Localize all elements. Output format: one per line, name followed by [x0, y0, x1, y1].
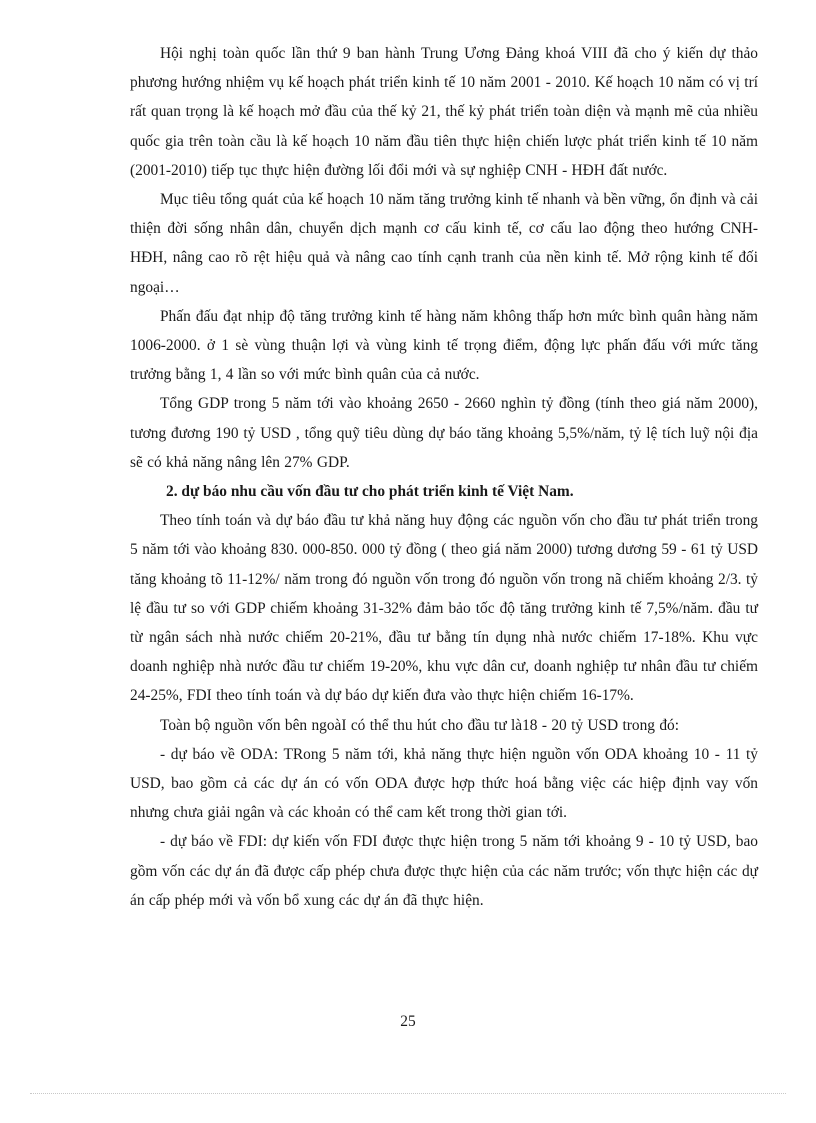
paragraph-conference: Hội nghị toàn quốc lần thứ 9 ban hành Trung Ương Đảng khoá VIII đã cho ý kiến dự thảo phương hướng nhiệm vụ kế hoạch phát triển kinh tế 10 năm 2001 - 2010. Kế hoạch 10 năm có vị trí rất quan trọng là kế hoạch mở đầu của thế kỷ 21, thế kỷ phát triển toàn diện và mạnh mẽ của nhiều quốc gia trên toàn cầu là kế hoạch 10 năm đầu tiên thực hiện chiến lược phát triển kinh tế 10 năm (2001-2010) tiếp tục thực hiện đường lối đổi mới và sự nghiệp CNH - HĐH đất nước. [130, 45, 758, 179]
paragraph-external-capital: Toàn bộ nguồn vốn bên ngoàI có thể thu hút cho đầu tư là18 - 20 tỷ USD trong đó: [160, 716, 680, 734]
paragraph-investment-forecast: Theo tính toán và dự báo đầu tư khả năng huy động các nguồn vốn cho đầu tư phát triển trong 5 năm tới vào khoảng 830. 000-850. 000 tỷ đồng ( theo giá năm 2000) tương dương 59 - 61 tỷ USD tăng khoảng tõ 11-12%/ năm trong đó nguồn vốn trong đó nguồn vốn trong nã chiếm khoảng 2/3. tỷ lệ đầu tư so với GDP chiếm khoảng 31-32% đảm bảo tốc độ tăng trưởng kinh tế 7,5%/năm. đầu tư từ ngân sách nhà nước chiếm 20-21%, đầu tư bằng tín dụng nhà nước chiếm 17-18%. Khu vực doanh nghiệp nhà nước đầu tư chiếm 19-20%, khu vực dân cư, doanh nghiệp tư nhân đầu tư chiếm 24-25%, FDI theo tính toán và dự báo dự kiến đưa vào thực hiện chiếm 16-17%. [130, 512, 758, 705]
page-number: 25 [400, 1013, 416, 1030]
page-bottom-divider [30, 1093, 786, 1094]
paragraph-oda-forecast: - dự báo về ODA: TRong 5 năm tới, khả năng thực hiện nguồn vốn ODA khoảng 10 - 11 tỷ USD, bao gồm cả các dự án có vốn ODA được hợp thức hoá bằng việc các hiệp định vay vốn nhưng chưa giải ngân và các khoản có thể cam kết trong thời gian tới. [130, 745, 758, 822]
paragraph-total-gdp: Tổng GDP trong 5 năm tới vào khoảng 2650 - 2660 nghìn tỷ đồng (tính theo giá năm 2000), tương đương 190 tỷ USD , tổng quỹ tiêu dùng dự báo tăng khoảng 5,5%/năm, tỷ lệ tích luỹ nội địa sẽ có khả năng nâng lên 27% GDP. [130, 395, 758, 471]
document-page [130, 39, 758, 915]
paragraph-growth-target: Phấn đấu đạt nhịp độ tăng trưởng kinh tế hàng năm không thấp hơn mức bình quân hàng năm 1006-2000. ở 1 sè vùng thuận lợi và vùng kinh tế trọng điểm, động lực phấn đấu với mức tăng trưởng bằng 1, 4 lần so với mức bình quân của cả nước. [130, 307, 758, 384]
paragraph-general-goal: Mục tiêu tổng quát của kế hoạch 10 năm tăng trưởng kinh tế nhanh và bền vững, ổn định và cải thiện đời sống nhân dân, chuyển dịch mạnh cơ cấu kinh tế, cơ cấu lao động theo hướng CNH- HĐH, nâng cao rõ rệt hiệu quả và nâng cao tính cạnh tranh của nền kinh tế. Mở rộng kinh tế đối ngoại… [130, 191, 758, 296]
section-heading: 2. dự báo nhu cầu vốn đầu tư cho phát triển kinh tế Việt Nam. [166, 483, 574, 501]
paragraph-fdi-forecast: - dự báo về FDI: dự kiến vốn FDI được thực hiện trong 5 năm tới khoảng 9 - 10 tỷ USD, bao gồm vốn các dự án đã được cấp phép chưa được thực hiện của các năm trước; vốn thực hiện các dự án cấp phép mới và vốn bổ xung các dự án đã thực hiện. [130, 833, 758, 909]
